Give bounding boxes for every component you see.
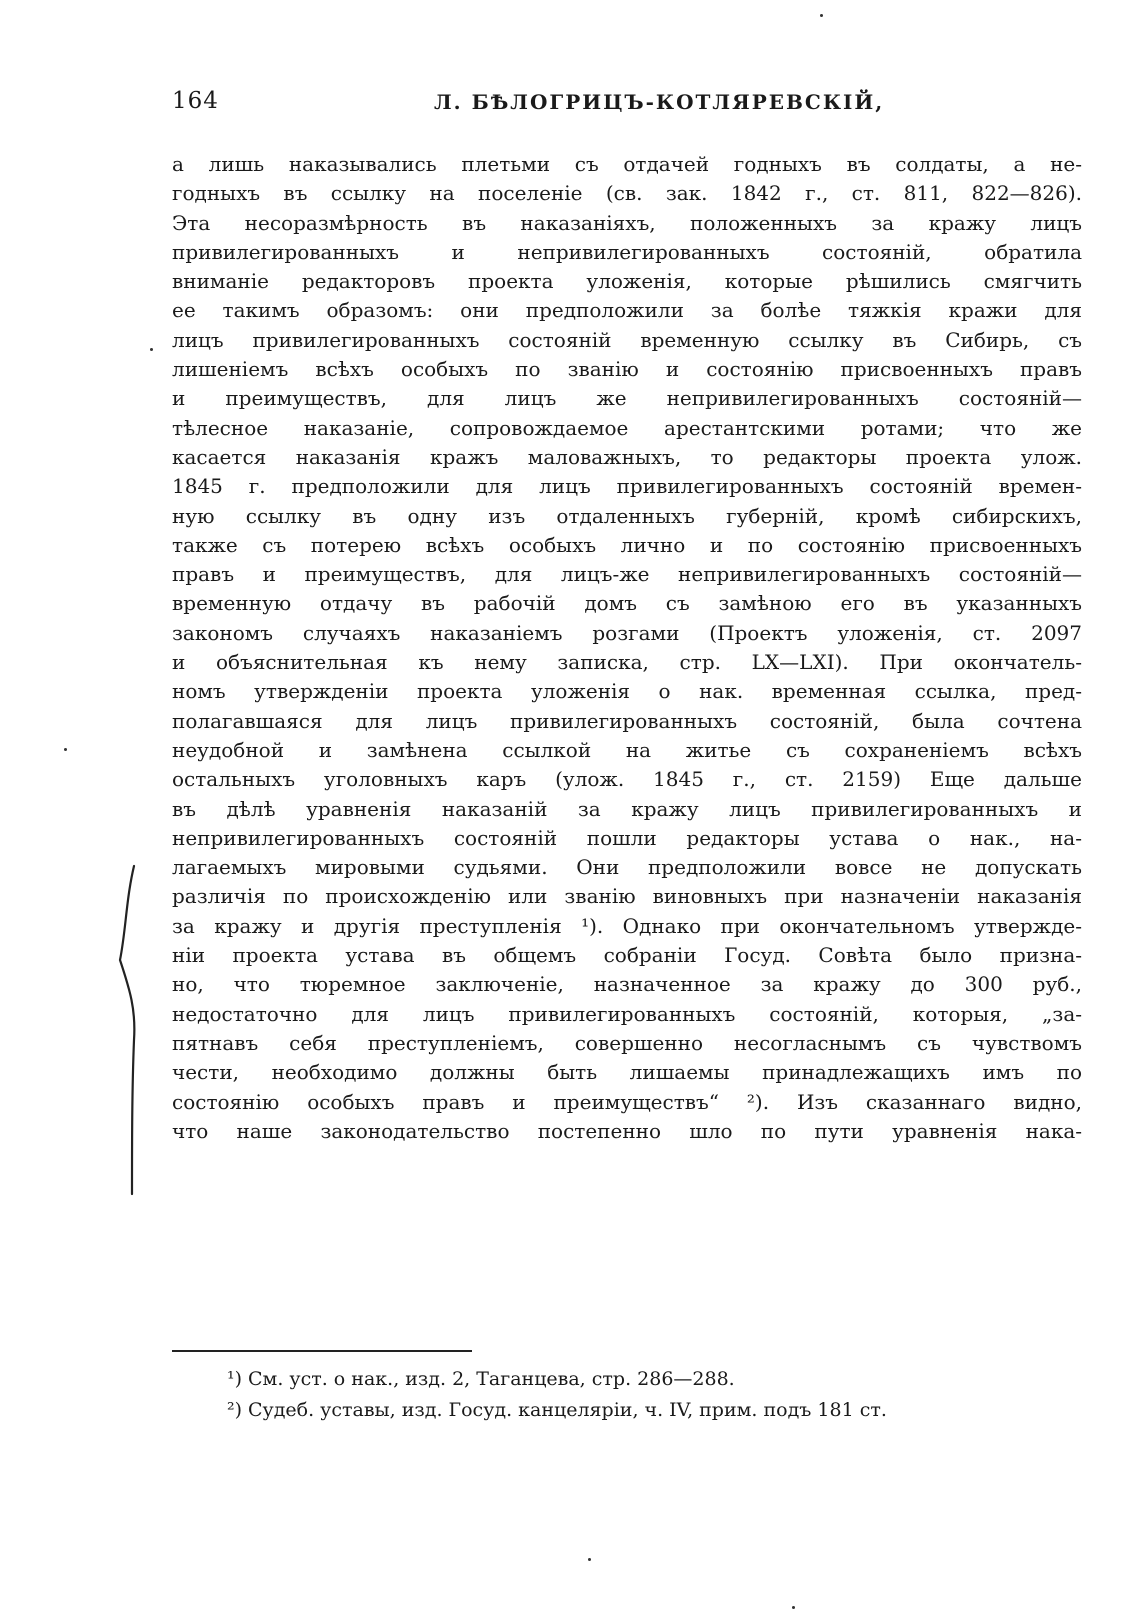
- text-line: касается наказанія кражъ маловажныхъ, то редакторы проекта улож.: [172, 444, 1082, 469]
- text-line: непривилегированныхъ состояній пошли редакторы устава о нак., на-: [172, 825, 1082, 850]
- text-line: номъ утвержденіи проекта уложенія о нак. временная ссылка, пред-: [172, 679, 1082, 704]
- text-line: закономъ случаяхъ наказаніемъ розгами (Проектъ уложенія, ст. 2097: [172, 620, 1082, 645]
- text-line: состоянію особыхъ правъ и преимуществъ“ ²). Изъ сказаннаго видно,: [172, 1089, 1082, 1114]
- text-line: временную отдачу въ рабочій домъ съ замѣною его въ указанныхъ: [172, 591, 1082, 616]
- text-line: ее такимъ образомъ: они предположили за болѣе тяжкія кражи для: [172, 298, 1082, 323]
- text-line: различія по происхожденію или званію виновныхъ при назначеніи наказанія: [172, 884, 1082, 909]
- footnote-mark: ¹): [226, 1368, 242, 1390]
- text-line: полагавшаяся для лицъ привилегированныхъ состояній, была сочтена: [172, 708, 1082, 733]
- body-text: [172, 150, 1082, 1146]
- text-line: но, что тюремное заключеніе, назначенное за кражу до 300 руб.,: [172, 972, 1082, 997]
- text-line: годныхъ въ ссылку на поселеніе (св. зак. 1842 г., ст. 811, 822—826).: [172, 181, 1082, 206]
- footnote-separator: [172, 1350, 472, 1352]
- text-line: и объяснительная къ нему записка, стр. LX—LXI). При окончатель-: [172, 650, 1082, 675]
- page-header: [172, 88, 1082, 128]
- running-title: Л. БѢЛОГРИЦЪ-КОТЛЯРЕВСКІЙ,: [434, 90, 885, 114]
- footnote-text: Судеб. уставы, изд. Госуд. канцеляріи, ч. IV, прим. подъ 181 ст.: [248, 1399, 887, 1421]
- footnote-mark: ²): [226, 1399, 242, 1421]
- text-line: Эта несоразмѣрность въ наказаніяхъ, положенныхъ за кражу лицъ: [172, 210, 1082, 235]
- text-line: ную ссылку въ одну изъ отдаленныхъ губерній, кромѣ сибирскихъ,: [172, 503, 1082, 528]
- text-line: лишеніемъ всѣхъ особыхъ по званію и состоянію присвоенныхъ правъ: [172, 357, 1082, 382]
- text-line: недостаточно для лицъ привилегированныхъ состояній, которыя, „за-: [172, 1001, 1082, 1026]
- text-line: вниманіе редакторовъ проекта уложенія, которые рѣшились смягчить: [172, 269, 1082, 294]
- text-line: что наше законодательство постепенно шло по пути уравненія нака-: [172, 1118, 1082, 1143]
- margin-bracket-mark: [112, 860, 152, 1200]
- text-line: 1845 г. предположили для лицъ привилегированныхъ состояній времен-: [172, 474, 1082, 499]
- speck: [820, 14, 823, 17]
- speck: [150, 348, 153, 351]
- text-line: за кражу и другія преступленія ¹). Однако при окончательномъ утвержде-: [172, 913, 1082, 938]
- text-line: тѣлесное наказаніе, сопровождаемое арестантскими ротами; что же: [172, 415, 1082, 440]
- footnote: [172, 1395, 1082, 1426]
- speck: [792, 1606, 795, 1609]
- page-number: 164: [172, 88, 219, 114]
- footnote-text: См. уст. о нак., изд. 2, Таганцева, стр. 286—288.: [248, 1368, 735, 1390]
- text-line: также съ потерею всѣхъ особыхъ лично и по состоянію присвоенныхъ: [172, 532, 1082, 557]
- text-line: а лишь наказывались плетьми съ отдачей годныхъ въ солдаты, а не-: [172, 152, 1082, 176]
- footnote: [172, 1364, 1082, 1395]
- text-line: и преимуществъ, для лицъ же непривилегированныхъ состояній—: [172, 386, 1082, 411]
- book-page: [172, 88, 1082, 1421]
- text-line: привилегированныхъ и непривилегированныхъ состояній, обратила: [172, 239, 1082, 264]
- speck: [64, 748, 67, 751]
- text-line: ніи проекта устава въ общемъ собраніи Госуд. Совѣта было призна-: [172, 943, 1082, 968]
- text-line: чести, необходимо должны быть лишаемы принадлежащихъ имъ по: [172, 1060, 1082, 1085]
- text-line: лицъ привилегированныхъ состояній временную ссылку въ Сибирь, съ: [172, 327, 1082, 352]
- text-line: правъ и преимуществъ, для лицъ-же непривилегированныхъ состояній—: [172, 562, 1082, 587]
- speck: [588, 1558, 591, 1561]
- text-line: пятнавъ себя преступленіемъ, совершенно несогласнымъ съ чувствомъ: [172, 1030, 1082, 1055]
- footnotes: [172, 1364, 1082, 1426]
- text-line: лагаемыхъ мировыми судьями. Они предположили вовсе не допускать: [172, 855, 1082, 880]
- text-line: неудобной и замѣнена ссылкой на житье съ сохраненіемъ всѣхъ: [172, 737, 1082, 762]
- text-line: въ дѣлѣ уравненія наказаній за кражу лицъ привилегированныхъ и: [172, 796, 1082, 821]
- text-line: остальныхъ уголовныхъ каръ (улож. 1845 г., ст. 2159) Еще дальше: [172, 767, 1082, 792]
